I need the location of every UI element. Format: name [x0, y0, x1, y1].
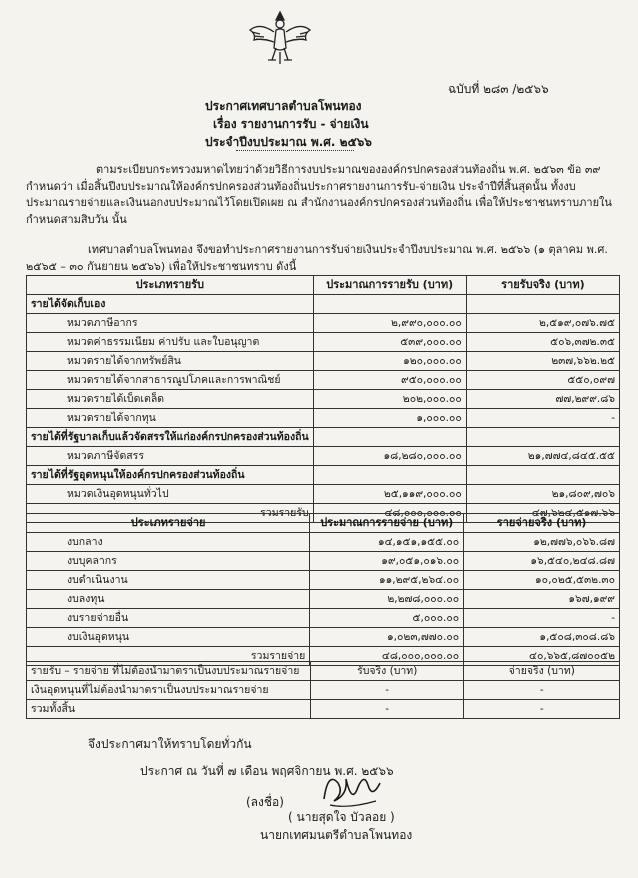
row-label: รวมรายรับ: [27, 504, 314, 523]
signer-position: นายกเทศมนตรีตำบลโพนทอง: [260, 828, 413, 842]
row-actual: ๒๑,๘๐๙,๗๐๖: [466, 485, 619, 504]
income-header-row: [27, 276, 620, 295]
expense-table: [26, 513, 620, 666]
row-label: งบรายจ่ายอื่น: [27, 609, 310, 628]
table-row: [27, 609, 620, 628]
row-actual: ๕๕๐,๐๙๗: [466, 371, 619, 390]
row-label: รายได้ที่รัฐอุดหนุนให้องค์กรปกครองส่วนท้องถิ่น: [27, 466, 314, 485]
issuer-title: ประกาศเทศบาลตำบลโพนทอง: [205, 99, 362, 113]
row-actual: [466, 466, 619, 485]
non-budget-header-received: รับจริง (บาท): [310, 662, 464, 681]
table-row: [27, 295, 620, 314]
table-row: [27, 447, 620, 466]
row-actual: -: [466, 409, 619, 428]
non-budget-header-paid: จ่ายจริง (บาท): [464, 662, 620, 681]
income-header-type: ประเภทรายรับ: [27, 276, 314, 295]
report-intro-paragraph: เทศบาลตำบลโพนทอง จึงขอทำประกาศรายงานการรับจ่ายเงินประจำปีงบประมาณ พ.ศ. ๒๕๖๖ (๑ ตุลาคม พ.ศ. ๒๕๖๕ – ๓๐ กันยายน ๒๕๖๖) เพื่อให้ประชาชนทราบ ดังนี้: [26, 243, 608, 273]
title-divider: [236, 150, 354, 151]
row-estimate: ๙๕๐,๐๐๐.๐๐: [313, 371, 466, 390]
row-actual: ๑๒,๗๗๖,๐๖๖.๘๗: [464, 533, 620, 552]
row-label: รายได้ที่รัฐบาลเก็บแล้วจัดสรรให้แก่องค์กรปกครองส่วนท้องถิ่น: [27, 428, 314, 447]
row-actual: [466, 295, 619, 314]
table-row: [27, 409, 620, 428]
signer-name: ( นายสุดใจ บัวลอย ): [288, 810, 395, 824]
row-estimate: ๑๔,๑๕๑,๑๕๕.๐๐: [310, 533, 464, 552]
row-estimate: [313, 295, 466, 314]
row-actual: [466, 428, 619, 447]
row-label: หมวดรายได้จากทรัพย์สิน: [27, 352, 314, 371]
row-estimate: ๒,๙๙๐,๐๐๐.๐๐: [313, 314, 466, 333]
table-row: [27, 333, 620, 352]
regulation-paragraph: ตามระเบียบกระทรวงมหาดไทยว่าด้วยวิธีการงบประมาณขององค์กรปกครองส่วนท้องถิ่น พ.ศ. ๒๕๖๓ ข้อ ๓๙ กำหนดว่า เมื่อสิ้นปีงบประมาณให้องค์กรปกครองส่วนท้องถิ่นประกาศรายงานการรับ-จ่ายเงิน ประจำปีที่สิ้นสุดนั้น ทั้งงบประมาณรายจ่ายและเงินนอกงบประมาณไว้โดยเปิดเผย ณ สำนักงานองค์กรปกครองส่วนท้องถิ่น เพื่อให้ประชาชนทราบภายในกำหนดสามสิบวัน นั้น: [26, 163, 612, 226]
row-actual: ๒,๕๑๙,๐๗๖.๗๕: [466, 314, 619, 333]
row-estimate: ๔๘,๐๐๐,๐๐๐.๐๐: [310, 647, 464, 666]
row-actual: ๑๖๗,๑๙๙: [464, 590, 620, 609]
document-number: ฉบับที่ ๒๘๓ /๒๕๖๖: [448, 82, 549, 96]
row-label: หมวดภาษีจัดสรร: [27, 447, 314, 466]
table-row: [27, 681, 620, 700]
closing-statement: จึงประกาศมาให้ทราบโดยทั่วกัน: [88, 737, 252, 751]
row-label: รวมรายจ่าย: [27, 647, 310, 666]
row-estimate: ๑,๐๒๓,๗๗๐.๐๐: [310, 628, 464, 647]
table-row: [27, 428, 620, 447]
table-row: [27, 352, 620, 371]
row-estimate: ๒๕,๑๑๙,๐๐๐.๐๐: [313, 485, 466, 504]
table-row: [27, 485, 620, 504]
row-label: หมวดรายได้จากทุน: [27, 409, 314, 428]
table-row: [27, 628, 620, 647]
row-actual: ๗๗,๒๙๙.๘๖: [466, 390, 619, 409]
row-estimate: ๒๐๒,๐๐๐.๐๐: [313, 390, 466, 409]
table-row: [27, 552, 620, 571]
income-table: [26, 275, 620, 523]
table-row: [27, 533, 620, 552]
table-row: [27, 700, 620, 719]
row-estimate: [313, 466, 466, 485]
row-label: หมวดค่าธรรมเนียม ค่าปรับ และใบอนุญาต: [27, 333, 314, 352]
table-row: [27, 571, 620, 590]
row-label: หมวดรายได้จากสาธารณูปโภคและการพาณิชย์: [27, 371, 314, 390]
row-label: หมวดเงินอุดหนุนทั่วไป: [27, 485, 314, 504]
expense-header-type: ประเภทรายจ่าย: [27, 514, 310, 533]
signature-label: (ลงชื่อ): [246, 795, 284, 809]
row-actual: ๑๐,๐๒๕,๕๓๒.๓๐: [464, 571, 620, 590]
row-actual: ๔๐,๖๖๕,๘๗๐๐๕๒: [464, 647, 620, 666]
row-actual: ๔๗,๖๒๔,๕๑๗.๖๖: [466, 504, 619, 523]
row-actual: -: [464, 700, 620, 719]
table-row: [27, 371, 620, 390]
row-estimate: ๒,๒๗๘,๐๐๐.๐๐: [310, 590, 464, 609]
table-row: [27, 390, 620, 409]
row-estimate: ๕๓๙,๐๐๐.๐๐: [313, 333, 466, 352]
table-row: [27, 590, 620, 609]
row-label: รายได้จัดเก็บเอง: [27, 295, 314, 314]
non-budget-header-row: [27, 662, 620, 681]
row-estimate: ๑๙,๐๕๑,๐๑๖.๐๐: [310, 552, 464, 571]
row-estimate: ๔๘,๐๐๐,๐๐๐.๐๐: [313, 504, 466, 523]
row-actual: -: [464, 681, 620, 700]
row-actual: ๕๐๖,๓๗๒.๓๕: [466, 333, 619, 352]
non-budget-table: [26, 661, 620, 719]
subject-title: เรื่อง รายงานการรับ - จ่ายเงิน: [213, 117, 369, 131]
row-estimate: ๑๑,๒๙๕,๒๖๔.๐๐: [310, 571, 464, 590]
row-label: งบบุคลากร: [27, 552, 310, 571]
row-label: หมวดภาษีอากร: [27, 314, 314, 333]
expense-header-estimate: ประมาณการรายจ่าย (บาท): [310, 514, 464, 533]
row-estimate: ๕,๐๐๐.๐๐: [310, 609, 464, 628]
row-estimate: ๑๘,๒๘๐,๐๐๐.๐๐: [313, 447, 466, 466]
row-actual: ๑,๕๐๘,๓๐๘.๘๖: [464, 628, 620, 647]
row-actual: ๒๑,๗๗๔,๘๔๕.๕๕: [466, 447, 619, 466]
row-label: งบลงทุน: [27, 590, 310, 609]
row-estimate: -: [310, 700, 464, 719]
expense-header-actual: รายจ่ายจริง (บาท): [464, 514, 620, 533]
row-label: รวมทั้งสิ้น: [27, 700, 311, 719]
expense-header-row: [27, 514, 620, 533]
garuda-emblem-icon: [246, 8, 314, 68]
row-estimate: ๑,๐๐๐.๐๐: [313, 409, 466, 428]
row-actual: ๒๓๗,๖๖๒.๒๕: [466, 352, 619, 371]
row-label: หมวดรายได้เบ็ดเตล็ด: [27, 390, 314, 409]
row-estimate: -: [310, 681, 464, 700]
row-label: งบเงินอุดหนุน: [27, 628, 310, 647]
row-label: งบกลาง: [27, 533, 310, 552]
table-row: [27, 466, 620, 485]
announcement-date: ประกาศ ณ วันที่ ๗ เดือน พฤศจิกายน พ.ศ. ๒๕๖๖: [140, 764, 394, 778]
non-budget-header-type: รายรับ – รายจ่าย ที่ไม่ต้องนำมาตราเป็นงบประมาณรายจ่าย: [27, 662, 311, 681]
income-header-actual: รายรับจริง (บาท): [466, 276, 619, 295]
income-header-estimate: ประมาณการรายรับ (บาท): [313, 276, 466, 295]
row-actual: ๑๖,๕๔๐,๒๔๘.๘๗: [464, 552, 620, 571]
fiscal-year-title: ประจำปีงบประมาณ พ.ศ. ๒๕๖๖: [205, 135, 372, 149]
row-label: เงินอุดหนุนที่ไม่ต้องนำมาตราเป็นงบประมาณรายจ่าย: [27, 681, 311, 700]
row-label: งบดำเนินงาน: [27, 571, 310, 590]
row-estimate: [313, 428, 466, 447]
row-actual: -: [464, 609, 620, 628]
row-estimate: ๑๒๐,๐๐๐.๐๐: [313, 352, 466, 371]
table-row: [27, 314, 620, 333]
